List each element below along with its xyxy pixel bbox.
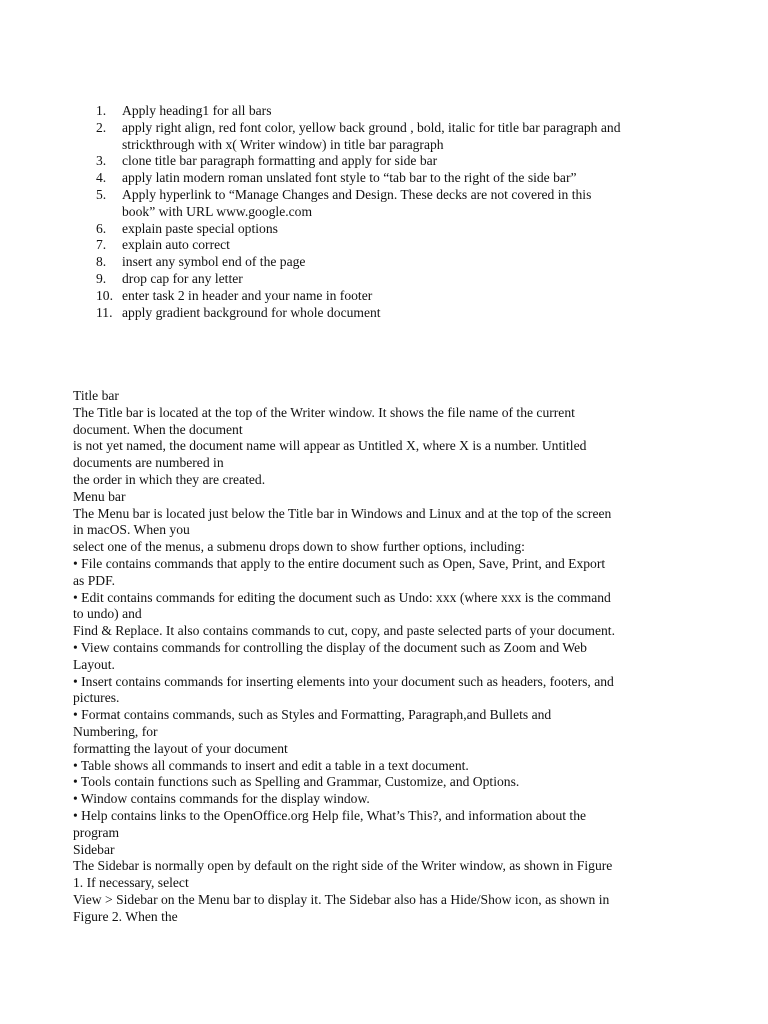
body-text-line: formatting the layout of your document	[73, 740, 288, 756]
task-text-line: apply gradient background for whole document	[122, 304, 381, 320]
body-text-line: • Table shows all commands to insert and edit a table in a text document.	[73, 757, 469, 773]
task-item	[73, 153, 693, 170]
task-text-line: clone title bar paragraph formatting and apply for side bar	[122, 153, 438, 169]
body-text	[73, 388, 693, 926]
body-text-line: View > Sidebar on the Menu bar to display it. The Sidebar also has a Hide/Show icon, as shown in	[73, 891, 610, 907]
task-text-line: book” with URL www.google.com	[122, 203, 313, 219]
task-item	[73, 187, 693, 221]
body-text-line: documents are numbered in	[73, 455, 224, 471]
task-item	[73, 305, 693, 322]
task-text-line: explain paste special options	[122, 220, 278, 236]
task-text-line: enter task 2 in header and your name in footer	[122, 287, 373, 303]
task-item	[73, 271, 693, 288]
task-text-line: apply latin modern roman unslated font style to “tab bar to the right of the side bar”	[122, 170, 577, 186]
body-text-line: • View contains commands for controlling the display of the document such as Zoom and Web	[73, 639, 587, 655]
task-text-line: explain auto correct	[122, 237, 230, 253]
task-text-line: drop cap for any letter	[122, 270, 243, 286]
task-item	[73, 120, 693, 154]
task-number: 2.	[96, 119, 107, 135]
body-text-line: • Edit contains commands for editing the document such as Undo: xxx (where xxx is the command	[73, 589, 611, 605]
body-text-line: The Title bar is located at the top of the Writer window. It shows the file name of the current	[73, 404, 575, 420]
task-item	[73, 103, 693, 120]
body-text-line: Numbering, for	[73, 723, 158, 739]
task-text-line: apply right align, red font color, yellow back ground , bold, italic for title bar paragraph and	[122, 119, 621, 135]
task-text-line: Apply hyperlink to “Manage Changes and Design. These decks are not covered in this	[122, 186, 592, 202]
body-text-line: program	[73, 824, 120, 840]
body-text-line: is not yet named, the document name will appear as Untitled X, where X is a number. Untitled	[73, 438, 587, 454]
body-text-line: • Help contains links to the OpenOffice.org Help file, What’s This?, and information about the	[73, 807, 587, 823]
task-text-line: insert any symbol end of the page	[122, 254, 306, 270]
body-text-line: The Sidebar is normally open by default on the right side of the Writer window, as shown in Figure	[73, 858, 613, 874]
body-text-line: Figure 2. When the	[73, 908, 178, 924]
body-text-line: Find & Replace. It also contains commands to cut, copy, and paste selected parts of your document.	[73, 623, 615, 639]
task-number: 8.	[96, 254, 107, 270]
body-text-line: 1. If necessary, select	[73, 875, 189, 891]
body-text-line: the order in which they are created.	[73, 471, 266, 487]
body-text-line: document. When the document	[73, 421, 243, 437]
task-number: 7.	[96, 237, 107, 253]
task-number: 11.	[96, 304, 113, 320]
body-text-line: Title bar	[73, 388, 119, 403]
task-number: 3.	[96, 153, 107, 169]
body-text-line: • Format contains commands, such as Styles and Formatting, Paragraph,and Bullets and	[73, 707, 552, 723]
body-text-line: • Insert contains commands for inserting elements into your document such as headers, footers, and	[73, 673, 614, 689]
task-number: 4.	[96, 170, 107, 186]
body-text-line: in macOS. When you	[73, 522, 190, 538]
task-number: 5.	[96, 186, 107, 202]
body-text-line: as PDF.	[73, 572, 115, 588]
body-text-line: • File contains commands that apply to the entire document such as Open, Save, Print, and Export	[73, 555, 606, 571]
task-item	[73, 288, 693, 305]
body-text-line: Layout.	[73, 656, 115, 672]
task-number: 9.	[96, 270, 107, 286]
task-number: 6.	[96, 220, 107, 236]
task-text-line: strickthrough with x( Writer window) in title bar paragraph	[122, 136, 444, 152]
body-text-line: • Tools contain functions such as Spelling and Grammar, Customize, and Options.	[73, 774, 520, 790]
task-number: 1.	[96, 103, 107, 118]
body-text-line: The Menu bar is located just below the Title bar in Windows and Linux and at the top of the screen	[73, 505, 612, 521]
body-text-line: • Window contains commands for the display window.	[73, 791, 370, 807]
task-item	[73, 170, 693, 187]
task-item	[73, 237, 693, 254]
task-item	[73, 254, 693, 271]
task-text-line: Apply heading1 for all bars	[122, 103, 272, 118]
body-text-line: pictures.	[73, 690, 120, 706]
task-number: 10.	[96, 287, 113, 303]
body-text-line: Sidebar	[73, 841, 115, 857]
task-item	[73, 221, 693, 238]
task-list	[73, 103, 693, 321]
body-text-line: select one of the menus, a submenu drops down to show further options, including:	[73, 539, 525, 555]
body-text-line: Menu bar	[73, 488, 126, 504]
body-text-line: to undo) and	[73, 606, 142, 622]
